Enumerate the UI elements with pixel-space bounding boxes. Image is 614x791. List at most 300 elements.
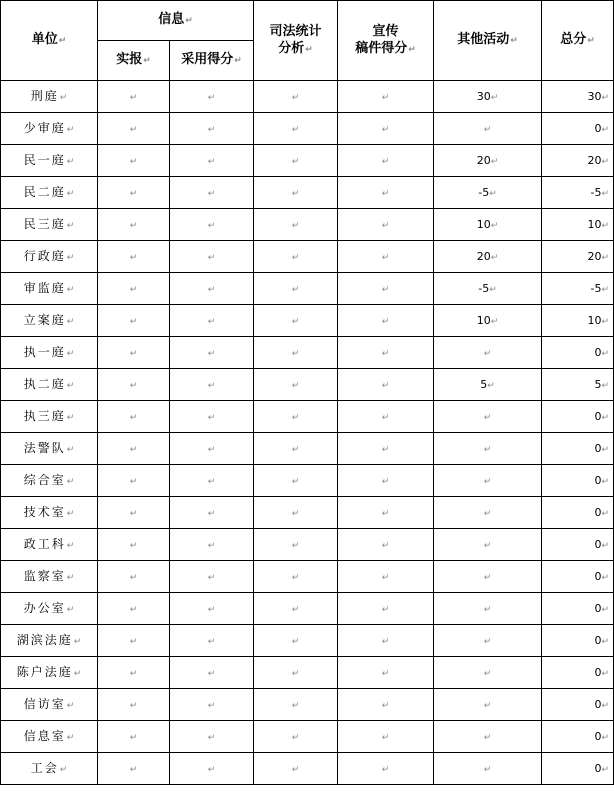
cell-judicial-stats	[254, 625, 338, 657]
paragraph-mark: ↵	[66, 188, 75, 199]
paragraph-mark: ↵	[483, 476, 492, 487]
paragraph-mark: ↵	[381, 156, 390, 167]
header-publicity: 宣传 稿件得分↵	[338, 1, 434, 81]
table-row	[1, 561, 614, 593]
paragraph-mark: ↵	[66, 476, 75, 487]
cell-reported	[98, 561, 170, 593]
paragraph-mark: ↵	[207, 668, 216, 679]
cell-adopted	[170, 369, 254, 401]
cell-judicial-stats	[254, 465, 338, 497]
cell-publicity	[338, 625, 434, 657]
paragraph-mark: ↵	[66, 124, 75, 135]
paragraph-mark: ↵	[490, 156, 499, 167]
other-activities-value: 10	[476, 313, 491, 327]
cell-judicial-stats	[254, 401, 338, 433]
paragraph-mark: ↵	[129, 604, 138, 615]
paragraph-mark: ↵	[381, 444, 390, 455]
unit-name: 监察室	[23, 568, 66, 583]
cell-adopted	[170, 561, 254, 593]
paragraph-mark: ↵	[207, 476, 216, 487]
cell-unit	[1, 433, 98, 465]
paragraph-mark: ↵	[490, 316, 499, 327]
cell-total	[542, 145, 614, 177]
paragraph-mark: ↵	[207, 124, 216, 135]
paragraph-mark: ↵	[129, 220, 138, 231]
paragraph-mark: ↵	[381, 700, 390, 711]
cell-total	[542, 369, 614, 401]
paragraph-mark: ↵	[601, 252, 609, 263]
total-value: 10	[587, 217, 602, 231]
unit-name: 刑庭	[30, 88, 59, 103]
paragraph-mark: ↵	[66, 604, 75, 615]
total-value: 0	[594, 601, 602, 615]
unit-name: 信息室	[23, 728, 66, 743]
cell-total	[542, 497, 614, 529]
paragraph-mark: ↵	[129, 188, 138, 199]
total-value: 0	[594, 441, 602, 455]
paragraph-mark: ↵	[66, 540, 75, 551]
cell-other-activities	[434, 561, 542, 593]
header-other-activities: 其他活动↵	[434, 1, 542, 81]
cell-adopted	[170, 81, 254, 113]
table-row	[1, 369, 614, 401]
cell-unit	[1, 561, 98, 593]
cell-reported	[98, 721, 170, 753]
paragraph-mark: ↵	[381, 412, 390, 423]
cell-other-activities	[434, 753, 542, 785]
table-row	[1, 177, 614, 209]
cell-judicial-stats	[254, 593, 338, 625]
unit-name: 信访室	[23, 696, 66, 711]
cell-other-activities	[434, 113, 542, 145]
unit-name: 审监庭	[23, 280, 66, 295]
paragraph-mark: ↵	[207, 348, 216, 359]
paragraph-mark: ↵	[601, 156, 609, 167]
cell-unit	[1, 753, 98, 785]
cell-adopted	[170, 433, 254, 465]
cell-publicity	[338, 657, 434, 689]
cell-other-activities	[434, 689, 542, 721]
cell-judicial-stats	[254, 177, 338, 209]
cell-other-activities	[434, 497, 542, 529]
cell-publicity	[338, 529, 434, 561]
unit-name: 民三庭	[23, 216, 66, 231]
paragraph-mark: ↵	[129, 124, 138, 135]
paragraph-mark: ↵	[207, 508, 216, 519]
paragraph-mark: ↵	[129, 572, 138, 583]
paragraph-mark: ↵	[129, 636, 138, 647]
paragraph-mark: ↵	[129, 764, 138, 775]
paragraph-mark: ↵	[66, 732, 75, 743]
paragraph-mark: ↵	[207, 284, 216, 295]
unit-name: 综合室	[23, 472, 66, 487]
table-row	[1, 273, 614, 305]
total-value: 5	[594, 377, 602, 391]
paragraph-mark: ↵	[483, 508, 492, 519]
cell-total	[542, 657, 614, 689]
paragraph-mark: ↵	[291, 156, 300, 167]
paragraph-mark: ↵	[601, 412, 609, 423]
table-row	[1, 721, 614, 753]
paragraph-mark: ↵	[207, 732, 216, 743]
cell-publicity	[338, 337, 434, 369]
cell-judicial-stats	[254, 433, 338, 465]
cell-reported	[98, 81, 170, 113]
cell-reported	[98, 433, 170, 465]
paragraph-mark: ↵	[601, 668, 609, 679]
paragraph-mark: ↵	[381, 540, 390, 551]
cell-reported	[98, 113, 170, 145]
paragraph-mark: ↵	[207, 220, 216, 231]
cell-total	[542, 209, 614, 241]
paragraph-mark: ↵	[489, 284, 497, 295]
paragraph-mark: ↵	[66, 220, 75, 231]
paragraph-mark: ↵	[483, 732, 492, 743]
paragraph-mark: ↵	[291, 284, 300, 295]
paragraph-mark: ↵	[381, 668, 390, 679]
total-value: 30	[587, 89, 602, 103]
table-row	[1, 241, 614, 273]
unit-name: 陈户法庭	[16, 664, 73, 679]
paragraph-mark: ↵	[207, 540, 216, 551]
paragraph-mark: ↵	[381, 316, 390, 327]
paragraph-mark: ↵	[601, 124, 609, 135]
cell-judicial-stats	[254, 113, 338, 145]
paragraph-mark: ↵	[207, 92, 216, 103]
paragraph-mark: ↵	[291, 124, 300, 135]
cell-total	[542, 561, 614, 593]
paragraph-mark: ↵	[381, 380, 390, 391]
cell-judicial-stats	[254, 753, 338, 785]
paragraph-mark: ↵	[66, 284, 75, 295]
paragraph-mark: ↵	[601, 508, 609, 519]
paragraph-mark: ↵	[601, 92, 609, 103]
cell-total	[542, 81, 614, 113]
cell-publicity	[338, 497, 434, 529]
total-value: 0	[594, 569, 602, 583]
cell-adopted	[170, 305, 254, 337]
unit-name: 办公室	[23, 600, 66, 615]
paragraph-mark: ↵	[129, 700, 138, 711]
unit-name: 少审庭	[23, 120, 66, 135]
paragraph-mark: ↵	[381, 508, 390, 519]
cell-publicity	[338, 689, 434, 721]
cell-total	[542, 689, 614, 721]
header-judicial-stats: 司法统计 分析↵	[254, 1, 338, 81]
paragraph-mark: ↵	[66, 316, 75, 327]
paragraph-mark: ↵	[381, 764, 390, 775]
table-row	[1, 593, 614, 625]
cell-adopted	[170, 593, 254, 625]
cell-other-activities	[434, 401, 542, 433]
paragraph-mark: ↵	[601, 444, 609, 455]
paragraph-mark: ↵	[381, 604, 390, 615]
paragraph-mark: ↵	[129, 284, 138, 295]
cell-total	[542, 337, 614, 369]
cell-adopted	[170, 401, 254, 433]
paragraph-mark: ↵	[59, 764, 68, 775]
paragraph-mark: ↵	[381, 284, 390, 295]
cell-reported	[98, 753, 170, 785]
unit-name: 执三庭	[23, 408, 66, 423]
paragraph-mark: ↵	[381, 188, 390, 199]
table-row	[1, 753, 614, 785]
table-row	[1, 529, 614, 561]
total-value: 0	[594, 345, 602, 359]
paragraph-mark: ↵	[291, 636, 300, 647]
paragraph-mark: ↵	[291, 508, 300, 519]
total-value: 0	[594, 633, 602, 647]
paragraph-mark: ↵	[66, 252, 75, 263]
unit-name: 执一庭	[23, 344, 66, 359]
cell-unit	[1, 689, 98, 721]
table-row	[1, 113, 614, 145]
paragraph-mark: ↵	[381, 92, 390, 103]
cell-judicial-stats	[254, 529, 338, 561]
cell-total	[542, 305, 614, 337]
cell-unit	[1, 81, 98, 113]
cell-judicial-stats	[254, 305, 338, 337]
paragraph-mark: ↵	[601, 700, 609, 711]
paragraph-mark: ↵	[601, 476, 609, 487]
cell-judicial-stats	[254, 689, 338, 721]
cell-judicial-stats	[254, 145, 338, 177]
cell-total	[542, 625, 614, 657]
paragraph-mark: ↵	[601, 572, 609, 583]
paragraph-mark: ↵	[601, 764, 609, 775]
unit-name: 民一庭	[23, 152, 66, 167]
paragraph-mark: ↵	[381, 636, 390, 647]
table-row	[1, 625, 614, 657]
paragraph-mark: ↵	[207, 188, 216, 199]
paragraph-mark: ↵	[66, 348, 75, 359]
paragraph-mark: ↵	[381, 572, 390, 583]
cell-publicity	[338, 721, 434, 753]
table-row	[1, 497, 614, 529]
paragraph-mark: ↵	[129, 476, 138, 487]
unit-name: 工会	[30, 760, 59, 775]
paragraph-mark: ↵	[129, 156, 138, 167]
total-value: 0	[594, 665, 602, 679]
cell-unit	[1, 625, 98, 657]
cell-judicial-stats	[254, 721, 338, 753]
paragraph-mark: ↵	[73, 668, 82, 679]
cell-judicial-stats	[254, 369, 338, 401]
total-value: 10	[587, 313, 602, 327]
table-row	[1, 433, 614, 465]
cell-publicity	[338, 305, 434, 337]
cell-publicity	[338, 209, 434, 241]
paragraph-mark: ↵	[483, 700, 492, 711]
paragraph-mark: ↵	[66, 572, 75, 583]
table-row	[1, 657, 614, 689]
cell-unit	[1, 593, 98, 625]
cell-reported	[98, 401, 170, 433]
paragraph-mark: ↵	[129, 380, 138, 391]
cell-other-activities	[434, 209, 542, 241]
cell-total	[542, 529, 614, 561]
cell-publicity	[338, 433, 434, 465]
cell-unit	[1, 369, 98, 401]
cell-adopted	[170, 177, 254, 209]
paragraph-mark: ↵	[207, 380, 216, 391]
cell-publicity	[338, 753, 434, 785]
cell-other-activities	[434, 657, 542, 689]
cell-judicial-stats	[254, 81, 338, 113]
paragraph-mark: ↵	[291, 444, 300, 455]
paragraph-mark: ↵	[381, 220, 390, 231]
table-row	[1, 401, 614, 433]
table-row	[1, 145, 614, 177]
paragraph-mark: ↵	[490, 92, 499, 103]
paragraph-mark: ↵	[601, 540, 609, 551]
paragraph-mark: ↵	[291, 380, 300, 391]
paragraph-mark: ↵	[207, 444, 216, 455]
other-activities-value: -5	[478, 281, 490, 295]
other-activities-value: 30	[476, 89, 491, 103]
header-reported: 实报↵	[98, 41, 170, 81]
paragraph-mark: ↵	[381, 348, 390, 359]
unit-name: 立案庭	[23, 312, 66, 327]
cell-publicity	[338, 465, 434, 497]
cell-publicity	[338, 113, 434, 145]
paragraph-mark: ↵	[291, 348, 300, 359]
total-value: 0	[594, 761, 602, 775]
cell-reported	[98, 209, 170, 241]
paragraph-mark: ↵	[291, 476, 300, 487]
paragraph-mark: ↵	[601, 604, 609, 615]
cell-judicial-stats	[254, 337, 338, 369]
paragraph-mark: ↵	[291, 732, 300, 743]
paragraph-mark: ↵	[207, 604, 216, 615]
unit-name: 湖滨法庭	[16, 632, 73, 647]
paragraph-mark: ↵	[291, 604, 300, 615]
cell-unit	[1, 113, 98, 145]
cell-total	[542, 273, 614, 305]
cell-other-activities	[434, 81, 542, 113]
other-activities-value: 5	[480, 377, 488, 391]
paragraph-mark: ↵	[207, 156, 216, 167]
table-row	[1, 689, 614, 721]
cell-reported	[98, 177, 170, 209]
header-total: 总分↵	[542, 1, 614, 81]
other-activities-value: 20	[476, 249, 491, 263]
cell-unit	[1, 497, 98, 529]
paragraph-mark: ↵	[483, 540, 492, 551]
paragraph-mark: ↵	[291, 92, 300, 103]
paragraph-mark: ↵	[291, 412, 300, 423]
cell-unit	[1, 305, 98, 337]
table-row	[1, 81, 614, 113]
cell-other-activities	[434, 625, 542, 657]
cell-total	[542, 241, 614, 273]
cell-unit	[1, 337, 98, 369]
total-value: 0	[594, 473, 602, 487]
paragraph-mark: ↵	[601, 284, 609, 295]
cell-judicial-stats	[254, 241, 338, 273]
paragraph-mark: ↵	[129, 348, 138, 359]
total-value: 20	[587, 249, 602, 263]
paragraph-mark: ↵	[291, 252, 300, 263]
cell-other-activities	[434, 273, 542, 305]
paragraph-mark: ↵	[291, 220, 300, 231]
header-info: 信息↵	[98, 1, 254, 41]
paragraph-mark: ↵	[291, 540, 300, 551]
paragraph-mark: ↵	[291, 572, 300, 583]
paragraph-mark: ↵	[381, 732, 390, 743]
cell-other-activities	[434, 337, 542, 369]
paragraph-mark: ↵	[207, 636, 216, 647]
cell-adopted	[170, 753, 254, 785]
paragraph-mark: ↵	[129, 668, 138, 679]
paragraph-mark: ↵	[129, 732, 138, 743]
total-value: 0	[594, 409, 602, 423]
cell-reported	[98, 593, 170, 625]
table-row	[1, 305, 614, 337]
paragraph-mark: ↵	[601, 636, 609, 647]
paragraph-mark: ↵	[483, 412, 492, 423]
cell-reported	[98, 145, 170, 177]
cell-adopted	[170, 145, 254, 177]
paragraph-mark: ↵	[207, 700, 216, 711]
cell-adopted	[170, 497, 254, 529]
paragraph-mark: ↵	[207, 764, 216, 775]
paragraph-mark: ↵	[601, 380, 609, 391]
cell-other-activities	[434, 721, 542, 753]
paragraph-mark: ↵	[291, 316, 300, 327]
paragraph-mark: ↵	[601, 188, 609, 199]
cell-adopted	[170, 113, 254, 145]
cell-total	[542, 465, 614, 497]
unit-name: 政工科	[23, 536, 66, 551]
paragraph-mark: ↵	[483, 636, 492, 647]
paragraph-mark: ↵	[490, 252, 499, 263]
paragraph-mark: ↵	[483, 764, 492, 775]
cell-other-activities	[434, 305, 542, 337]
cell-other-activities	[434, 433, 542, 465]
paragraph-mark: ↵	[207, 316, 216, 327]
cell-unit	[1, 529, 98, 561]
cell-other-activities	[434, 593, 542, 625]
cell-reported	[98, 657, 170, 689]
other-activities-value: 20	[476, 153, 491, 167]
cell-publicity	[338, 561, 434, 593]
cell-unit	[1, 145, 98, 177]
paragraph-mark: ↵	[490, 220, 499, 231]
paragraph-mark: ↵	[129, 508, 138, 519]
cell-other-activities	[434, 369, 542, 401]
cell-other-activities	[434, 465, 542, 497]
cell-total	[542, 721, 614, 753]
cell-publicity	[338, 177, 434, 209]
paragraph-mark: ↵	[207, 572, 216, 583]
paragraph-mark: ↵	[129, 444, 138, 455]
table-body	[1, 81, 614, 785]
cell-judicial-stats	[254, 657, 338, 689]
paragraph-mark: ↵	[66, 412, 75, 423]
cell-adopted	[170, 241, 254, 273]
cell-adopted	[170, 337, 254, 369]
cell-reported	[98, 337, 170, 369]
unit-name: 行政庭	[23, 248, 66, 263]
cell-publicity	[338, 593, 434, 625]
paragraph-mark: ↵	[483, 444, 492, 455]
header-row-1	[1, 1, 614, 41]
unit-name: 法警队	[23, 440, 66, 455]
paragraph-mark: ↵	[66, 700, 75, 711]
paragraph-mark: ↵	[66, 508, 75, 519]
cell-adopted	[170, 625, 254, 657]
